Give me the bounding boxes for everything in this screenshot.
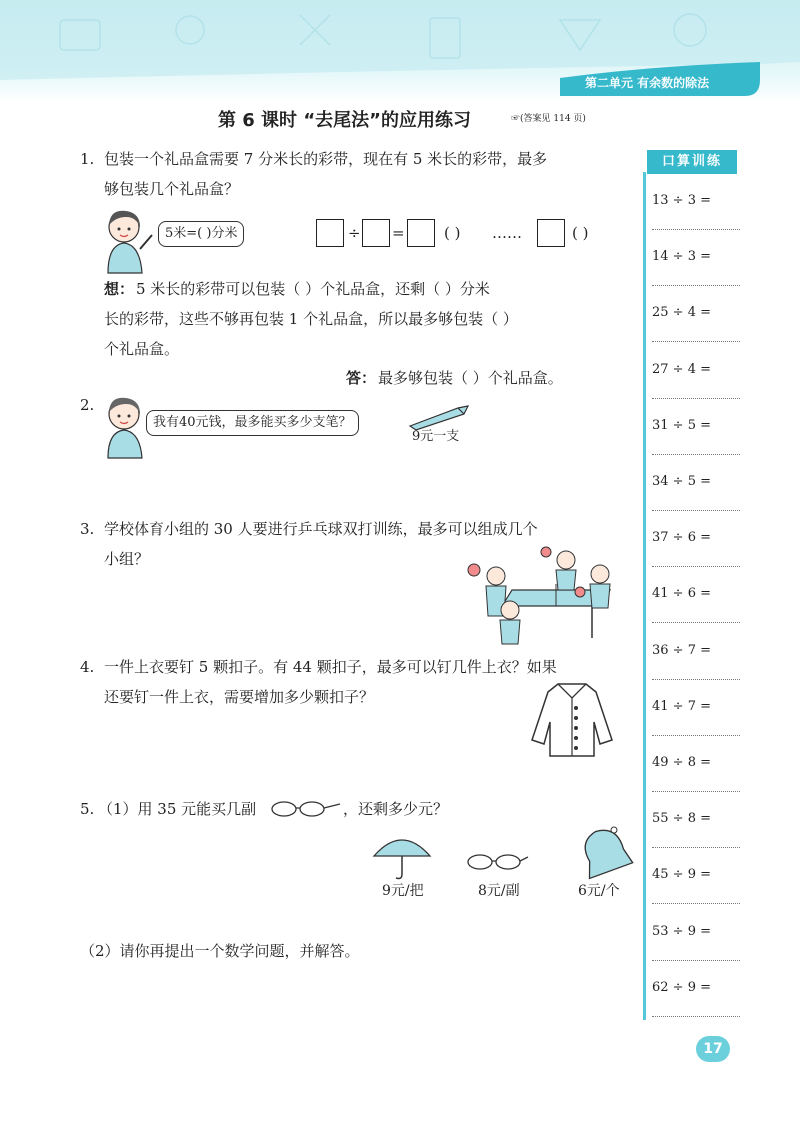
q1-think-line1: 5 米长的彩带可以包装（ ）个礼品盒，还剩（ ）分米	[136, 280, 490, 298]
mental-math-item: 62 ÷ 9 =	[652, 979, 711, 995]
mental-math-item: 34 ÷ 5 =	[652, 474, 711, 489]
q3-line1: 学校体育小组的 30 人要进行乒乓球双打训练，最多可以组成几个	[104, 520, 538, 538]
mental-math-item: 25 ÷ 4 =	[652, 305, 711, 321]
sidebar-heading: 口算训练	[647, 150, 737, 174]
mental-math-item: 55 ÷ 8 =	[652, 811, 711, 827]
q4-number: 4.	[80, 658, 95, 676]
q5-number: 5.	[80, 800, 95, 818]
q1-hint-bubble: 5米=( )分米	[158, 221, 244, 247]
mental-math-item: 31 ÷ 5 =	[652, 417, 711, 433]
girl-avatar-icon	[100, 205, 160, 275]
unit-label: 第二单元 有余数的除法	[585, 76, 710, 90]
q3-number: 3.	[80, 520, 95, 538]
bell-price: 6元/个	[578, 883, 620, 899]
answer-line[interactable]	[652, 791, 740, 792]
q1-answer-box-quotient[interactable]	[407, 219, 435, 247]
q5-part1-start: （1）用 35 元能买几副	[98, 800, 257, 818]
answer-page-note: ☞(答案见 114 页)	[511, 114, 586, 124]
q4-line2: 还要钉一件上衣，需要增加多少颗扣子？	[104, 688, 375, 706]
mental-math-item: 14 ÷ 3 =	[652, 249, 711, 265]
mental-math-item: 49 ÷ 8 =	[652, 755, 711, 770]
q1-divide-sign: ÷	[348, 224, 361, 242]
q1-answer-label: 答：	[346, 369, 377, 387]
q1-number: 1.	[80, 150, 95, 168]
q2-pen-price: 9元一支	[412, 429, 460, 444]
answer-line[interactable]	[652, 341, 740, 342]
q2-speech-bubble: 我有40元钱，最多能买多少支笔？	[146, 410, 359, 436]
q1-think-label: 想：	[104, 280, 135, 298]
q1-unit-paren[interactable]: ( )	[444, 224, 461, 242]
q2-number: 2.	[80, 396, 95, 414]
q1-answer-box-remainder[interactable]	[537, 219, 565, 247]
jacket-icon	[530, 682, 614, 758]
q1-answer-box-dividend[interactable]	[316, 219, 344, 247]
lesson-title: 第 6 课时 “去尾法”的应用练习	[218, 110, 471, 131]
q1-remainder-dots: ……	[492, 224, 522, 242]
q5-part1-end: ，还剩多少元？	[343, 800, 449, 818]
q1-answer-box-divisor[interactable]	[362, 219, 390, 247]
mental-math-item: 13 ÷ 3 =	[652, 193, 711, 208]
answer-line[interactable]	[652, 1016, 740, 1017]
answer-line[interactable]	[652, 566, 740, 567]
answer-line[interactable]	[652, 398, 740, 399]
mental-math-item: 41 ÷ 7 =	[652, 698, 711, 714]
q1-line2: 够包装几个礼品盒？	[104, 180, 240, 198]
mental-math-item: 41 ÷ 6 =	[652, 586, 711, 602]
q1-think-line2: 长的彩带，这些不够再包装 1 个礼品盒，所以最多够包装（ ）	[104, 310, 518, 328]
answer-line[interactable]	[652, 679, 740, 680]
answer-line[interactable]	[652, 903, 740, 904]
glasses-price: 8元/副	[478, 883, 520, 899]
umbrella-price: 9元/把	[382, 883, 424, 899]
glasses-icon	[466, 852, 530, 872]
sidebar-rule	[643, 172, 646, 1020]
mental-math-item: 27 ÷ 4 =	[652, 361, 711, 377]
mental-math-item: 45 ÷ 9 =	[652, 867, 711, 883]
q4-line1: 一件上衣要钉 5 颗扣子。有 44 颗扣子，最多可以钉几件上衣？如果	[104, 658, 557, 676]
answer-line[interactable]	[652, 285, 740, 286]
answer-line[interactable]	[652, 510, 740, 511]
mental-math-item: 37 ÷ 6 =	[652, 530, 711, 546]
umbrella-icon	[372, 830, 432, 880]
q1-think-line3: 个礼品盒。	[104, 340, 180, 358]
answer-line[interactable]	[652, 229, 740, 230]
page-number: 17	[696, 1036, 730, 1062]
q1-remainder-unit-paren[interactable]: ( )	[572, 224, 589, 242]
q3-line2: 小组？	[104, 550, 150, 568]
table-tennis-players-icon	[460, 546, 620, 646]
q1-answer-sentence: 最多够包装（ ）个礼品盒。	[378, 369, 563, 387]
answer-line[interactable]	[652, 735, 740, 736]
glasses-icon	[270, 800, 344, 818]
answer-line[interactable]	[652, 454, 740, 455]
q1-equals-sign: =	[392, 224, 405, 242]
mental-math-item: 36 ÷ 7 =	[652, 642, 711, 658]
answer-line[interactable]	[652, 960, 740, 961]
answer-line[interactable]	[652, 847, 740, 848]
answer-line[interactable]	[652, 622, 740, 623]
bell-icon	[574, 826, 630, 882]
mental-math-item: 53 ÷ 9 =	[652, 923, 711, 939]
q5-part2: （2）请你再提出一个数学问题，并解答。	[80, 942, 360, 960]
q1-line1: 包装一个礼品盒需要 7 分米长的彩带，现在有 5 米长的彩带，最多	[104, 150, 548, 168]
